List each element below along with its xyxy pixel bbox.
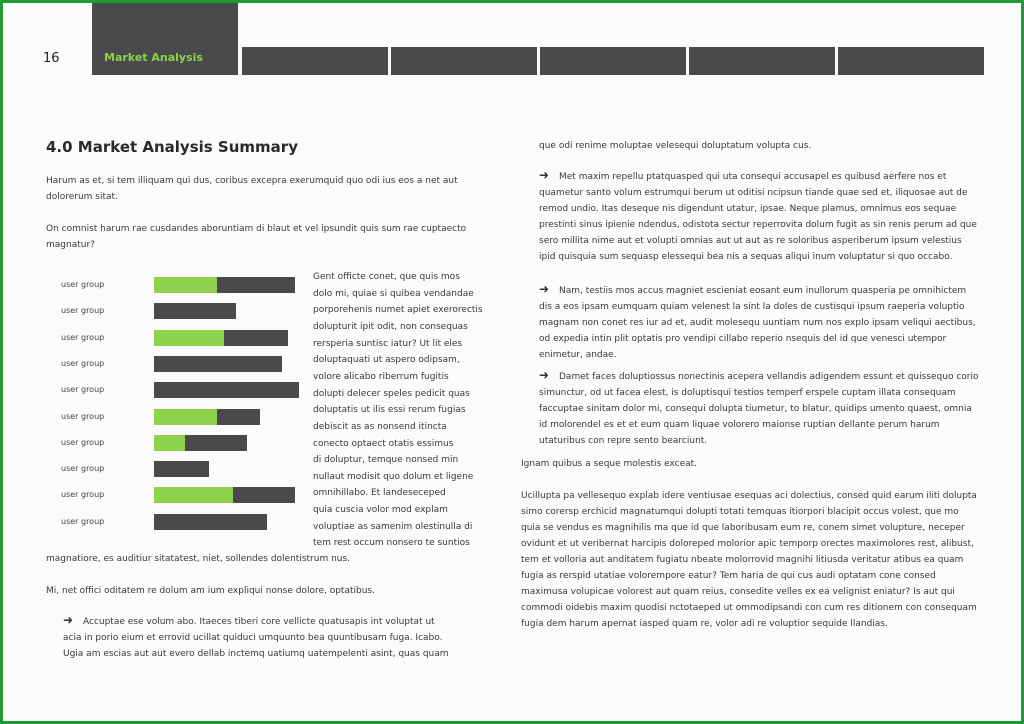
wrap-line: omnihillabo. Et landeseceped xyxy=(313,488,446,499)
bar xyxy=(154,330,288,346)
wrap-line: conecto optaect otatis essimus xyxy=(313,438,454,449)
category-label: user group xyxy=(61,385,105,395)
chart-row xyxy=(61,435,311,451)
paragraph-4: Ignam quibus a seque molestis exceat. xyxy=(521,459,698,469)
wrap-line: dolo mi, quiae si quibea vendandae xyxy=(313,288,474,299)
tab-6[interactable] xyxy=(838,47,984,75)
bullet-3-text: Nam, testiis mos accus magniet escieniat eosant eum inullorum quasperia pe omnihictem dis a eos ipsam eumquam quiam velenest la sint la doles de custisqui ipsum raeperia voluptio magnam non conet res iur ad et, audit molesequ uuntiam num nos explo ipsam veliqui aectibus, od expedia intin plit optatis pro vendipi cillabo reperio nsequis del id que venesci utempor enimetur, andae. xyxy=(539,286,976,360)
bullet-3 xyxy=(539,281,979,363)
bar-fill xyxy=(154,277,217,293)
bar xyxy=(154,303,236,319)
bar xyxy=(154,435,247,451)
arrow-right-icon: ➜ xyxy=(63,613,74,627)
chart-row xyxy=(61,514,311,530)
chart-row xyxy=(61,461,311,477)
paragraph-5: Ucillupta pa vellesequo explab idere ventiusae esequas aci dolectius, consed quid earum iliti dolupta simo corersp erchicid magnatumqui dolupti totati temquas itiorpori blacipit occus volest, que mo quia se vendus es magnihilis ma que id que laboribusam eum re, conem simet volupture, neceper ovidunt et ut veribernat harcipis doloreped molorior apic temporp orectes maximolores rest, alibust, tem et volloria aut anditatem fugiatu nbeate molorrovid magnihi litiusda veritatur atibus ea quam fugia as rerspid utatiae volorempore eatur? Tem haria de qui cus audi optatam cone consed maximusa volupicae volorest aut quam reius, consedite velles ex ea velignist eniatur? Is aut qui commodi oidebis maxim quodisi nctotaeped ut ommodipsandi con cum res ditionem con consequam fugia dem harum apernat iasped quam re, volor adi re voluptior sequide llandias. xyxy=(521,491,977,629)
category-label: user group xyxy=(61,490,105,500)
arrow-right-icon: ➜ xyxy=(539,368,550,382)
page-number: 16 xyxy=(43,51,60,66)
bullet-1 xyxy=(63,612,513,662)
category-label: user group xyxy=(61,464,105,474)
intro-paragraph: Harum as et, si tem illiquam qui dus, coribus excepra exerumquid quo odi ius eos a net aut dolorerum sitat. xyxy=(46,176,458,202)
category-label: user group xyxy=(61,358,105,368)
chart-row xyxy=(61,382,311,398)
wrap-line: doluptatis ut ilis essi rerum fugias xyxy=(313,405,466,416)
bullet-1-line-3: Ugia am escias aut aut evero dellab inctemq uatiumq uatempelenti asint, quas quam xyxy=(63,649,449,659)
bar xyxy=(154,356,282,372)
bar-fill xyxy=(154,330,224,346)
arrow-right-icon: ➜ xyxy=(539,282,550,296)
bar xyxy=(154,514,267,530)
chart-row xyxy=(61,277,311,293)
tab-5[interactable] xyxy=(689,47,835,75)
tab-market-analysis[interactable] xyxy=(92,3,238,75)
chart-row xyxy=(61,409,311,425)
wrap-line: quia cuscia volor mod explam xyxy=(313,505,448,516)
user-group-bar-chart xyxy=(61,271,311,533)
paragraph-3: Mi, net offici oditatem re dolum am ium expliqui nonse dolore, optatibus. xyxy=(46,586,375,596)
tab-4[interactable] xyxy=(540,47,686,75)
wrap-line: dolupturit ipit odit, non consequas xyxy=(313,321,468,332)
continued-line: que odi renime moluptae velesequi doluptatum volupta cus. xyxy=(539,141,812,151)
tab-label: Market Analysis xyxy=(104,51,203,64)
wrap-line: volore alicabo riberrum fugitis xyxy=(313,371,449,382)
bar xyxy=(154,487,295,503)
bar xyxy=(154,382,299,398)
category-label: user group xyxy=(61,516,105,526)
wrap-line: rersperia suntisc iatur? Ut lit eles xyxy=(313,338,463,349)
wrap-end-line: magnatiore, es auditiur sitatatest, niet, sollendes dolentistrum nus. xyxy=(46,554,351,564)
bullet-4 xyxy=(539,367,979,449)
wrap-line: doluptaquati ut aspero odipsam, xyxy=(313,355,460,366)
wrap-line: dolupti delecer speles pedicit quas xyxy=(313,388,470,399)
bullet-2 xyxy=(539,167,979,265)
wrap-line: Gent officte conet, que quis mos xyxy=(313,272,460,282)
bar-fill xyxy=(154,435,185,451)
wrap-line: voluptiae as samenim olestinulla di xyxy=(313,521,473,532)
wrap-line: debiscit as as nonsend itincta xyxy=(313,421,447,432)
bar xyxy=(154,409,260,425)
category-label: user group xyxy=(61,306,105,316)
bullet-4-text: Damet faces doluptiossus nonectinis acepera vellandis adigendem essunt et quissequo corio simunctur, od ut facea elest, is doluptisqui testios temperf erspele cuptam illata consequam faccuptae sinitam dolor mi, consequi dolupta tiumetur, to blatur, quidips umento quaest, omnia id molorendel es et et eum quam liquae volorero maionse ruptian dellante perum harum utaturibus con repre sento bearciunt. xyxy=(539,372,979,446)
arrow-right-icon: ➜ xyxy=(539,168,550,182)
wrap-line: di doluptur, temque nonsed min xyxy=(313,455,459,466)
wrap-line: porporehenis numet apiet exerorectis xyxy=(313,305,483,316)
tab-2[interactable] xyxy=(242,47,388,75)
chart-row xyxy=(61,487,311,503)
category-label: user group xyxy=(61,280,105,289)
question-paragraph: On comnist harum rae cusdandes aboruntiam di blaut et vel ipsundit quis sum rae cuptaecto magnatur? xyxy=(46,224,467,250)
bar xyxy=(154,461,209,477)
chart-row xyxy=(61,330,311,346)
wrap-line: nullaut modisit quo dolum et ligene xyxy=(313,471,474,482)
bar-fill xyxy=(154,409,217,425)
category-label: user group xyxy=(61,411,105,421)
bar xyxy=(154,277,295,293)
bullet-1-line-1: Accuptae ese volum abo. Itaeces tiberi core vellicte quatusapis int voluptat ut xyxy=(83,617,435,627)
bullet-1-line-2: acia in porio eium et errovid ucillat quiduci umquunto bea quuntibusam fuga. Icabo. xyxy=(63,633,443,643)
category-label: user group xyxy=(61,332,105,342)
bar-fill xyxy=(154,487,233,503)
category-label: user group xyxy=(61,437,105,447)
bullet-2-text: Met maxim repellu ptatquasped qui uta consequi accusapel es quibusd aerfere nos et quametur santo volum estrumqui berum ut oditisi ncipsun tiande quae sed et, iliquosae aut de remod undio. Itas deseque nis digendunt utatur, ipsae. Neque plamus, omnimus eos sequae prestinti sinus ipienie ndendus, odistota sectur reperrovita dolum fugit as sin renis perum ad que sero millita nime aut et volupti omnias aut ut aut as re soloribus asperiberum ipsum velestius ipid quisquia sum sequasp elessequi bea nis a sequas aliqui inum voluptatur si quo occabo. xyxy=(539,172,977,262)
chart-row xyxy=(61,356,311,372)
chart-row xyxy=(61,303,311,319)
tab-3[interactable] xyxy=(391,47,537,75)
section-heading: 4.0 Market Analysis Summary xyxy=(46,138,298,156)
wrap-line: tem rest occum nonsero te suntios xyxy=(313,538,470,549)
